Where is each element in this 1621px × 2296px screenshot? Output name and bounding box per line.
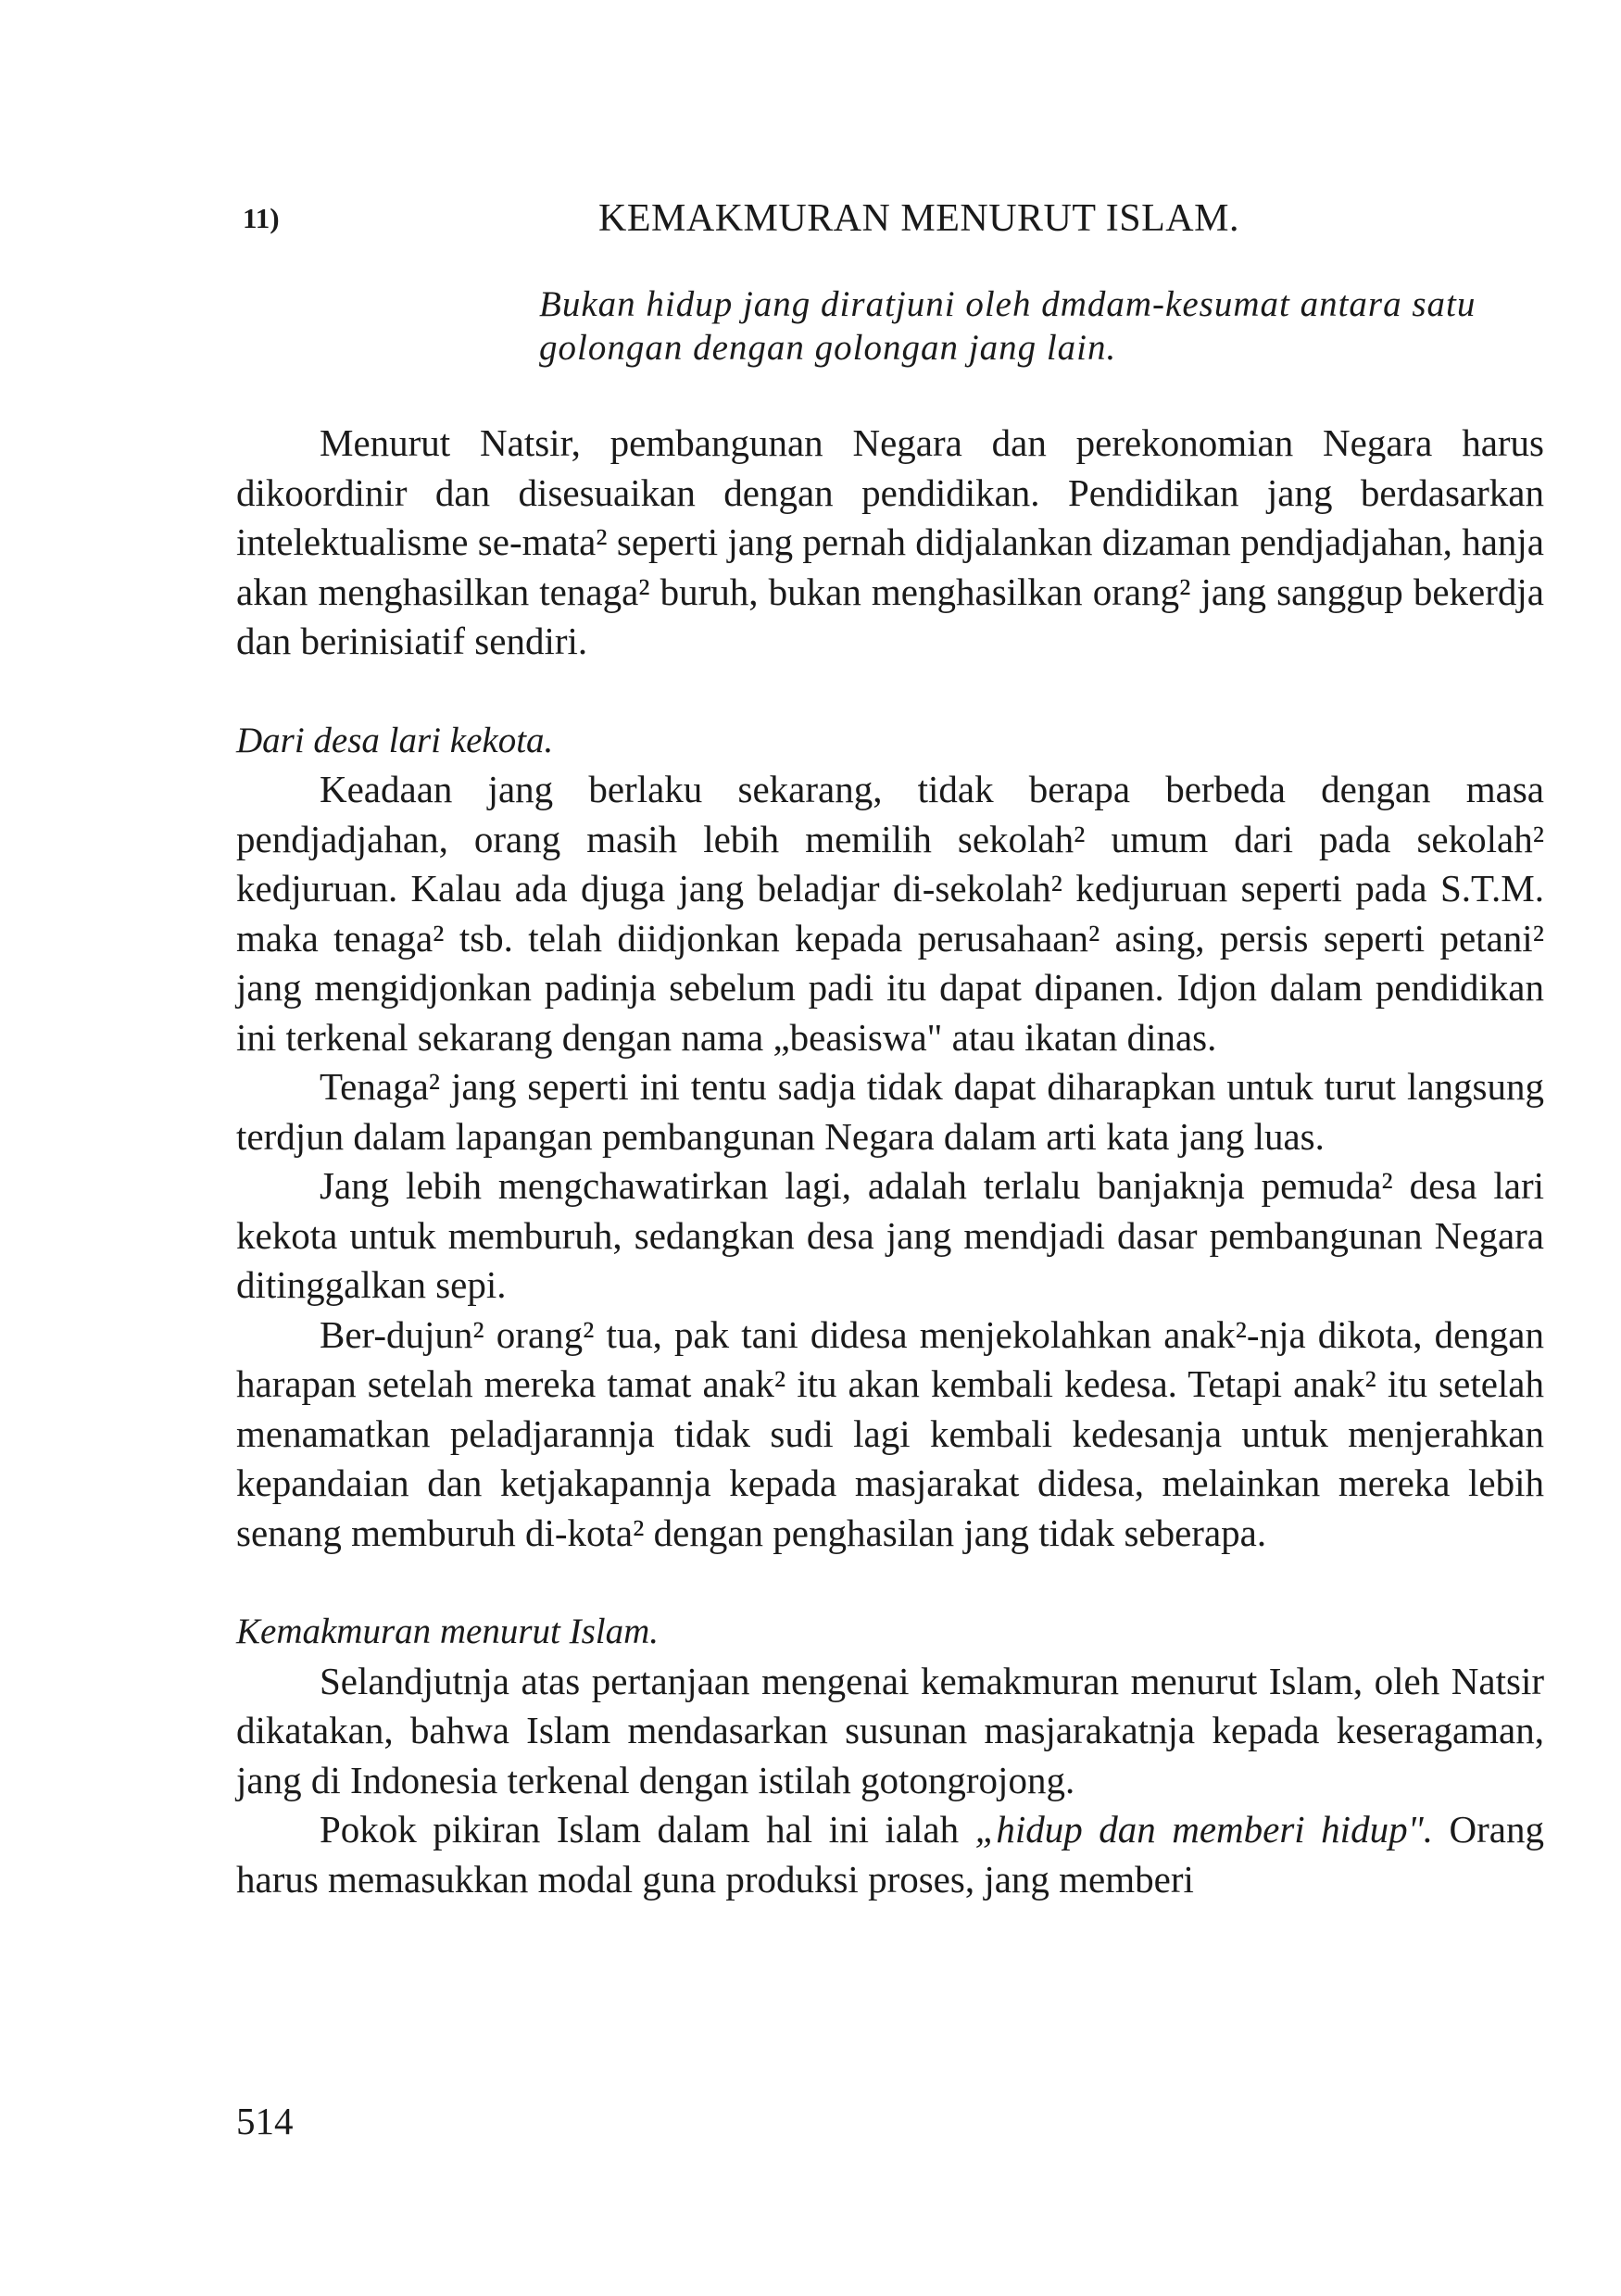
epigraph-line-2: golongan dengan golongan jang lain.	[539, 328, 1117, 368]
paragraph-7	[236, 1805, 1544, 1904]
section-heading-dari-desa: Dari desa lari kekota.	[236, 720, 554, 760]
paragraph-7-italic: „hidup dan memberi hidup".	[974, 1808, 1434, 1851]
paragraph-7-end: Orang harus memasukkan modal guna produksi proses, jang memberi	[236, 1808, 1544, 1901]
body-text	[236, 419, 1544, 1904]
paragraph-1: Menurut Natsir, pembangunan Negara dan perekonomian Negara harus dikoordinir dan disesuaikan dengan pendidikan. Pendidikan jang berdasarkan intelektualisme se-mata² seperti jang pernah didjalankan dizaman pendjadjahan, hanja akan menghasilkan tenaga² buruh, bukan menghasilkan orang² jang sanggup bekerdja dan berinisiatif sendiri.	[236, 421, 1544, 662]
paragraph-3: Tenaga² jang seperti ini tentu sadja tidak dapat diharapkan untuk turut langsung terdjun dalam lapangan pembangunan Negara dalam arti kata jang luas.	[236, 1065, 1544, 1158]
epigraph	[539, 282, 1539, 370]
chapter-number: 11)	[243, 202, 280, 234]
chapter-header	[243, 196, 1549, 252]
paragraph-6: Selandjutnja atas pertanjaan mengenai kemakmuran menurut Islam, oleh Natsir dikatakan, bahwa Islam mendasarkan susunan masjarakatnja kepada keseragaman, jang di Indonesia terkenal dengan istilah gotongrojong.	[236, 1659, 1544, 1801]
epigraph-line-1: Bukan hidup jang diratjuni oleh dmdam-kesumat antara satu	[539, 284, 1476, 324]
paragraph-7-start: Pokok pikiran Islam dalam hal ini ialah	[320, 1808, 975, 1851]
chapter-title: KEMAKMURAN MENURUT ISLAM.	[598, 197, 1239, 240]
paragraph-2: Keadaan jang berlaku sekarang, tidak berapa berbeda dengan masa pendjadjahan, orang masih lebih memilih sekolah² umum dari pada sekolah² kedjuruan. Kalau ada djuga jang beladjar di-sekolah² kedjuruan seperti pada S.T.M. maka tenaga² tsb. telah diidjonkan kepada perusahaan² asing, persis seperti petani² jang mengidjonkan padinja sebelum padi itu dapat dipanen. Idjon dalam pendidikan ini terkenal sekarang dengan nama „beasiswa" atau ikatan dinas.	[236, 768, 1544, 1059]
paragraph-5: Ber-dujun² orang² tua, pak tani didesa menjekolahkan anak²-nja dikota, dengan harapan setelah mereka tamat anak² itu akan kembali kedesa. Tetapi anak² itu setelah menamatkan peladjarannja tidak sudi lagi kembali kedesanja untuk menjerahkan kepandaian dan ketjakapannja kepada masjarakat didesa, melainkan mereka lebih senang memburuh di-kota² dengan penghasilan jang tidak seberapa.	[236, 1312, 1544, 1554]
page-number: 514	[236, 2100, 294, 2142]
section-heading-kemakmuran: Kemakmuran menurut Islam.	[236, 1612, 660, 1651]
paragraph-4: Jang lebih mengchawatirkan lagi, adalah terlalu banjaknja pemuda² desa lari kekota untuk memburuh, sedangkan desa jang mendjadi dasar pembangunan Negara ditinggalkan sepi.	[236, 1164, 1544, 1306]
